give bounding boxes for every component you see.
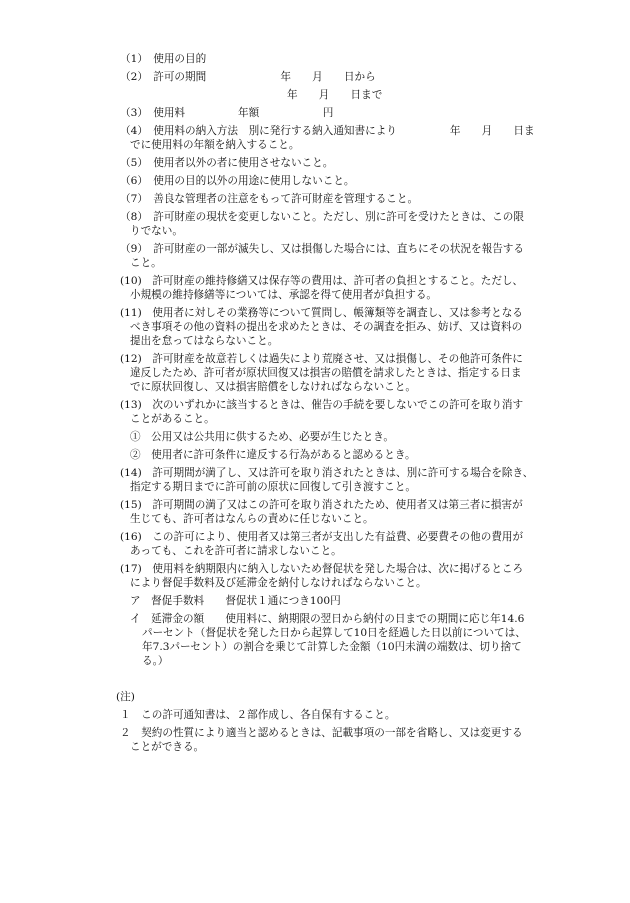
item-16: (16) この許可により、使用者又は第三者が支出した有益費、必要費その他の費用が [120, 531, 524, 543]
item-2-end: 年 月 日まで [287, 89, 383, 101]
item-1: （1） 使用の目的 [120, 53, 207, 65]
item-12-cont-2: でに原状回復し、又は損害賠償をしなければならないこと。 [130, 381, 417, 393]
note-heading: (注) [116, 691, 135, 703]
item-17-cont: により督促手数料及び延滞金を納付しなければならないこと。 [130, 577, 427, 589]
item-4-cont: でに使用料の年額を納入すること。 [130, 139, 300, 151]
note-2-cont: ことができる。 [130, 741, 205, 753]
item-15: (15) 許可期間の満了又はこの許可を取り消されたため、使用者又は第三者に損害が [120, 499, 523, 511]
item-8: （8） 許可財産の現状を変更しないこと。ただし、別に許可を受けたときは、この限 [120, 211, 524, 223]
item-13-sub-2: ② 使用者に許可条件に違反する行為があると認めるとき。 [130, 449, 416, 461]
item-11-cont-2: 提出を怠ってはならないこと。 [130, 335, 279, 347]
item-8-cont: りでない。 [130, 225, 183, 237]
item-5: （5） 使用者以外の者に使用させないこと。 [120, 157, 334, 169]
item-17-sub-i: イ 延滞金の額 使用料に、納期限の翌日から納付の日までの期間に応じ年14.6 [130, 613, 525, 625]
item-17-sub-i-cont-3: る。） [142, 655, 169, 667]
item-12: (12) 許可財産を故意若しくは過失により荒廃させ、又は損傷し、その他許可条件に [120, 353, 523, 365]
item-14-cont: 指定する期日までに許可前の原状に回復して引き渡すこと。 [130, 481, 417, 493]
note-2: ２ 契約の性質により適当と認めるときは、記載事項の一部を省略し、又は変更する [120, 727, 523, 739]
item-7: （7） 善良な管理者の注意をもって許可財産を管理すること。 [120, 193, 419, 205]
item-12-cont-1: 違反したため、許可者が原状回復又は損害の賠償を請求したときは、指定する日ま [130, 367, 522, 379]
item-14: (14) 許可期間が満了し、又は許可を取り消されたときは、別に許可する場合を除き、 [120, 467, 534, 479]
item-9-cont: こと。 [130, 257, 162, 269]
item-17-sub-i-cont-1: パーセント（督促状を発した日から起算して10日を経過した日以前については、 [142, 627, 526, 639]
item-16-cont: あっても、これを許可者に請求しないこと。 [130, 545, 342, 557]
note-1: １ この許可通知書は、２部作成し、各自保有すること。 [120, 709, 396, 721]
item-10: (10) 許可財産の維持修繕又は保存等の費用は、許可者の負担とすること。ただし、 [120, 275, 524, 287]
item-3: （3） 使用料 年額 円 [120, 107, 334, 119]
item-13: (13) 次のいずれかに該当するときは、催告の手続を要しないでこの許可を取り消す [120, 399, 524, 411]
item-9: （9） 許可財産の一部が滅失し、又は損傷した場合には、直ちにその状況を報告する [120, 243, 524, 255]
item-2: （2） 許可の期間 年 月 日から [120, 71, 376, 83]
item-4: （4） 使用料の納入方法 別に発行する納入通知書により 年 月 日ま [120, 125, 535, 137]
item-13-cont: ことがあること。 [130, 413, 215, 425]
item-6: （6） 使用の目的以外の用途に使用しないこと。 [120, 175, 355, 187]
item-13-sub-1: ① 公用又は公共用に供するため、必要が生じたとき。 [130, 431, 394, 443]
item-17: (17) 使用料を納期限内に納入しないため督促状を発した場合は、次に掲げるところ [120, 563, 524, 575]
item-10-cont: 小規模の維持修繕等については、承認を得て使用者が負担する。 [130, 289, 438, 301]
item-11-cont-1: べき事項その他の資料の提出を求めたときは、その調査を拒み、妨げ、又は資料の [130, 321, 523, 333]
item-17-sub-i-cont-2: 年7.3パーセント）の割合を乗じて計算した金額（10円未満の端数は、切り捨て [142, 641, 522, 653]
item-15-cont: 生じても、許可者はなんらの責めに任じないこと。 [130, 513, 374, 525]
item-11: (11) 使用者に対しその業務等について質問し、帳簿類等を調査し、又は参考となる [120, 307, 523, 319]
item-17-sub-a: ア 督促手数料 督促状１通につき100円 [130, 595, 341, 607]
